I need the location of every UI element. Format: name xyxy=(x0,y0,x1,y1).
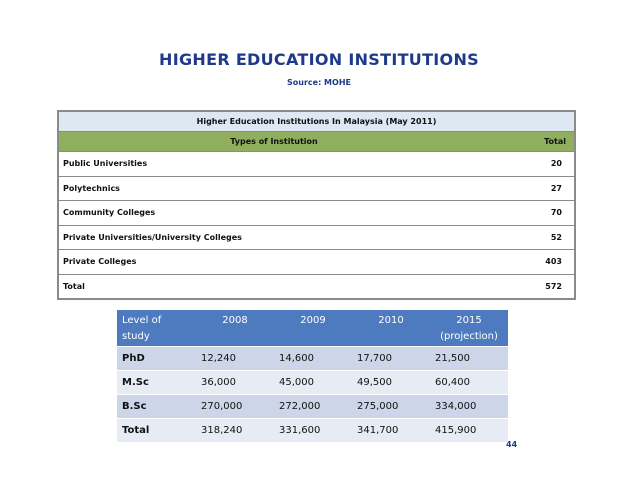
institution-type: Total xyxy=(63,281,85,291)
table-row xyxy=(117,346,508,370)
table-row xyxy=(117,418,508,442)
header-line: Level of xyxy=(122,315,162,326)
institution-type: Community Colleges xyxy=(63,208,156,217)
study-level: Total xyxy=(122,425,150,436)
table-cell: 12,240 xyxy=(201,353,236,364)
institution-total: 27 xyxy=(550,183,562,193)
column-header-2010 xyxy=(352,310,430,346)
institution-type: Private Colleges xyxy=(63,257,137,266)
table-cell: 60,400 xyxy=(435,377,470,388)
table-cell: 334,000 xyxy=(435,401,477,412)
table-row xyxy=(59,226,574,251)
institution-total: 572 xyxy=(545,281,562,291)
table-cell: 45,000 xyxy=(279,377,314,388)
table-cell: 270,000 xyxy=(201,401,243,412)
institution-total: 403 xyxy=(545,257,562,266)
table-row xyxy=(59,152,574,177)
column-header-2015 xyxy=(430,310,508,346)
column-header-2008 xyxy=(196,310,274,346)
study-table-header xyxy=(117,310,508,346)
institution-total: 70 xyxy=(550,208,562,217)
column-header-total: Total xyxy=(544,137,566,146)
table-row xyxy=(59,177,574,202)
header-line: study xyxy=(122,331,150,342)
table-cell: 275,000 xyxy=(357,401,399,412)
source-note: Source: MOHE xyxy=(287,78,351,87)
institutions-table-header xyxy=(59,132,574,152)
page-title: HIGHER EDUCATION INSTITUTIONS xyxy=(159,50,479,69)
table-row xyxy=(117,370,508,394)
study-level-table xyxy=(117,310,508,442)
table-row xyxy=(59,201,574,226)
table-cell: 318,240 xyxy=(201,425,243,436)
column-header-type: Types of Institution xyxy=(230,137,318,146)
institution-total: 52 xyxy=(550,232,562,242)
table-cell: 331,600 xyxy=(279,425,321,436)
institution-type: Private Universities/University Colleges xyxy=(63,232,242,242)
table-row xyxy=(59,275,574,299)
table-cell: 21,500 xyxy=(435,353,470,364)
table-row xyxy=(59,250,574,275)
header-line: 2015 xyxy=(456,315,482,326)
table-cell: 341,700 xyxy=(357,425,399,436)
table-row xyxy=(117,394,508,418)
header-line: 2008 xyxy=(222,315,248,326)
page-number: 44 xyxy=(506,440,518,449)
institution-type: Polytechnics xyxy=(63,183,120,193)
institution-total: 20 xyxy=(550,159,562,168)
institutions-table xyxy=(57,110,576,300)
column-header-level xyxy=(117,310,196,346)
institutions-table-caption: Higher Education Institutions In Malaysia (May 2011) xyxy=(59,112,574,132)
table-cell: 272,000 xyxy=(279,401,321,412)
column-header-2009 xyxy=(274,310,352,346)
table-cell: 49,500 xyxy=(357,377,392,388)
institution-type: Public Universities xyxy=(63,159,148,168)
table-cell: 36,000 xyxy=(201,377,236,388)
header-line: 2010 xyxy=(378,315,404,326)
study-level: M.Sc xyxy=(122,377,149,388)
table-cell: 415,900 xyxy=(435,425,477,436)
study-level: B.Sc xyxy=(122,401,147,412)
study-level: PhD xyxy=(122,353,145,364)
table-cell: 14,600 xyxy=(279,353,314,364)
header-line: (projection) xyxy=(440,331,498,342)
table-cell: 17,700 xyxy=(357,353,392,364)
header-line: 2009 xyxy=(300,315,326,326)
